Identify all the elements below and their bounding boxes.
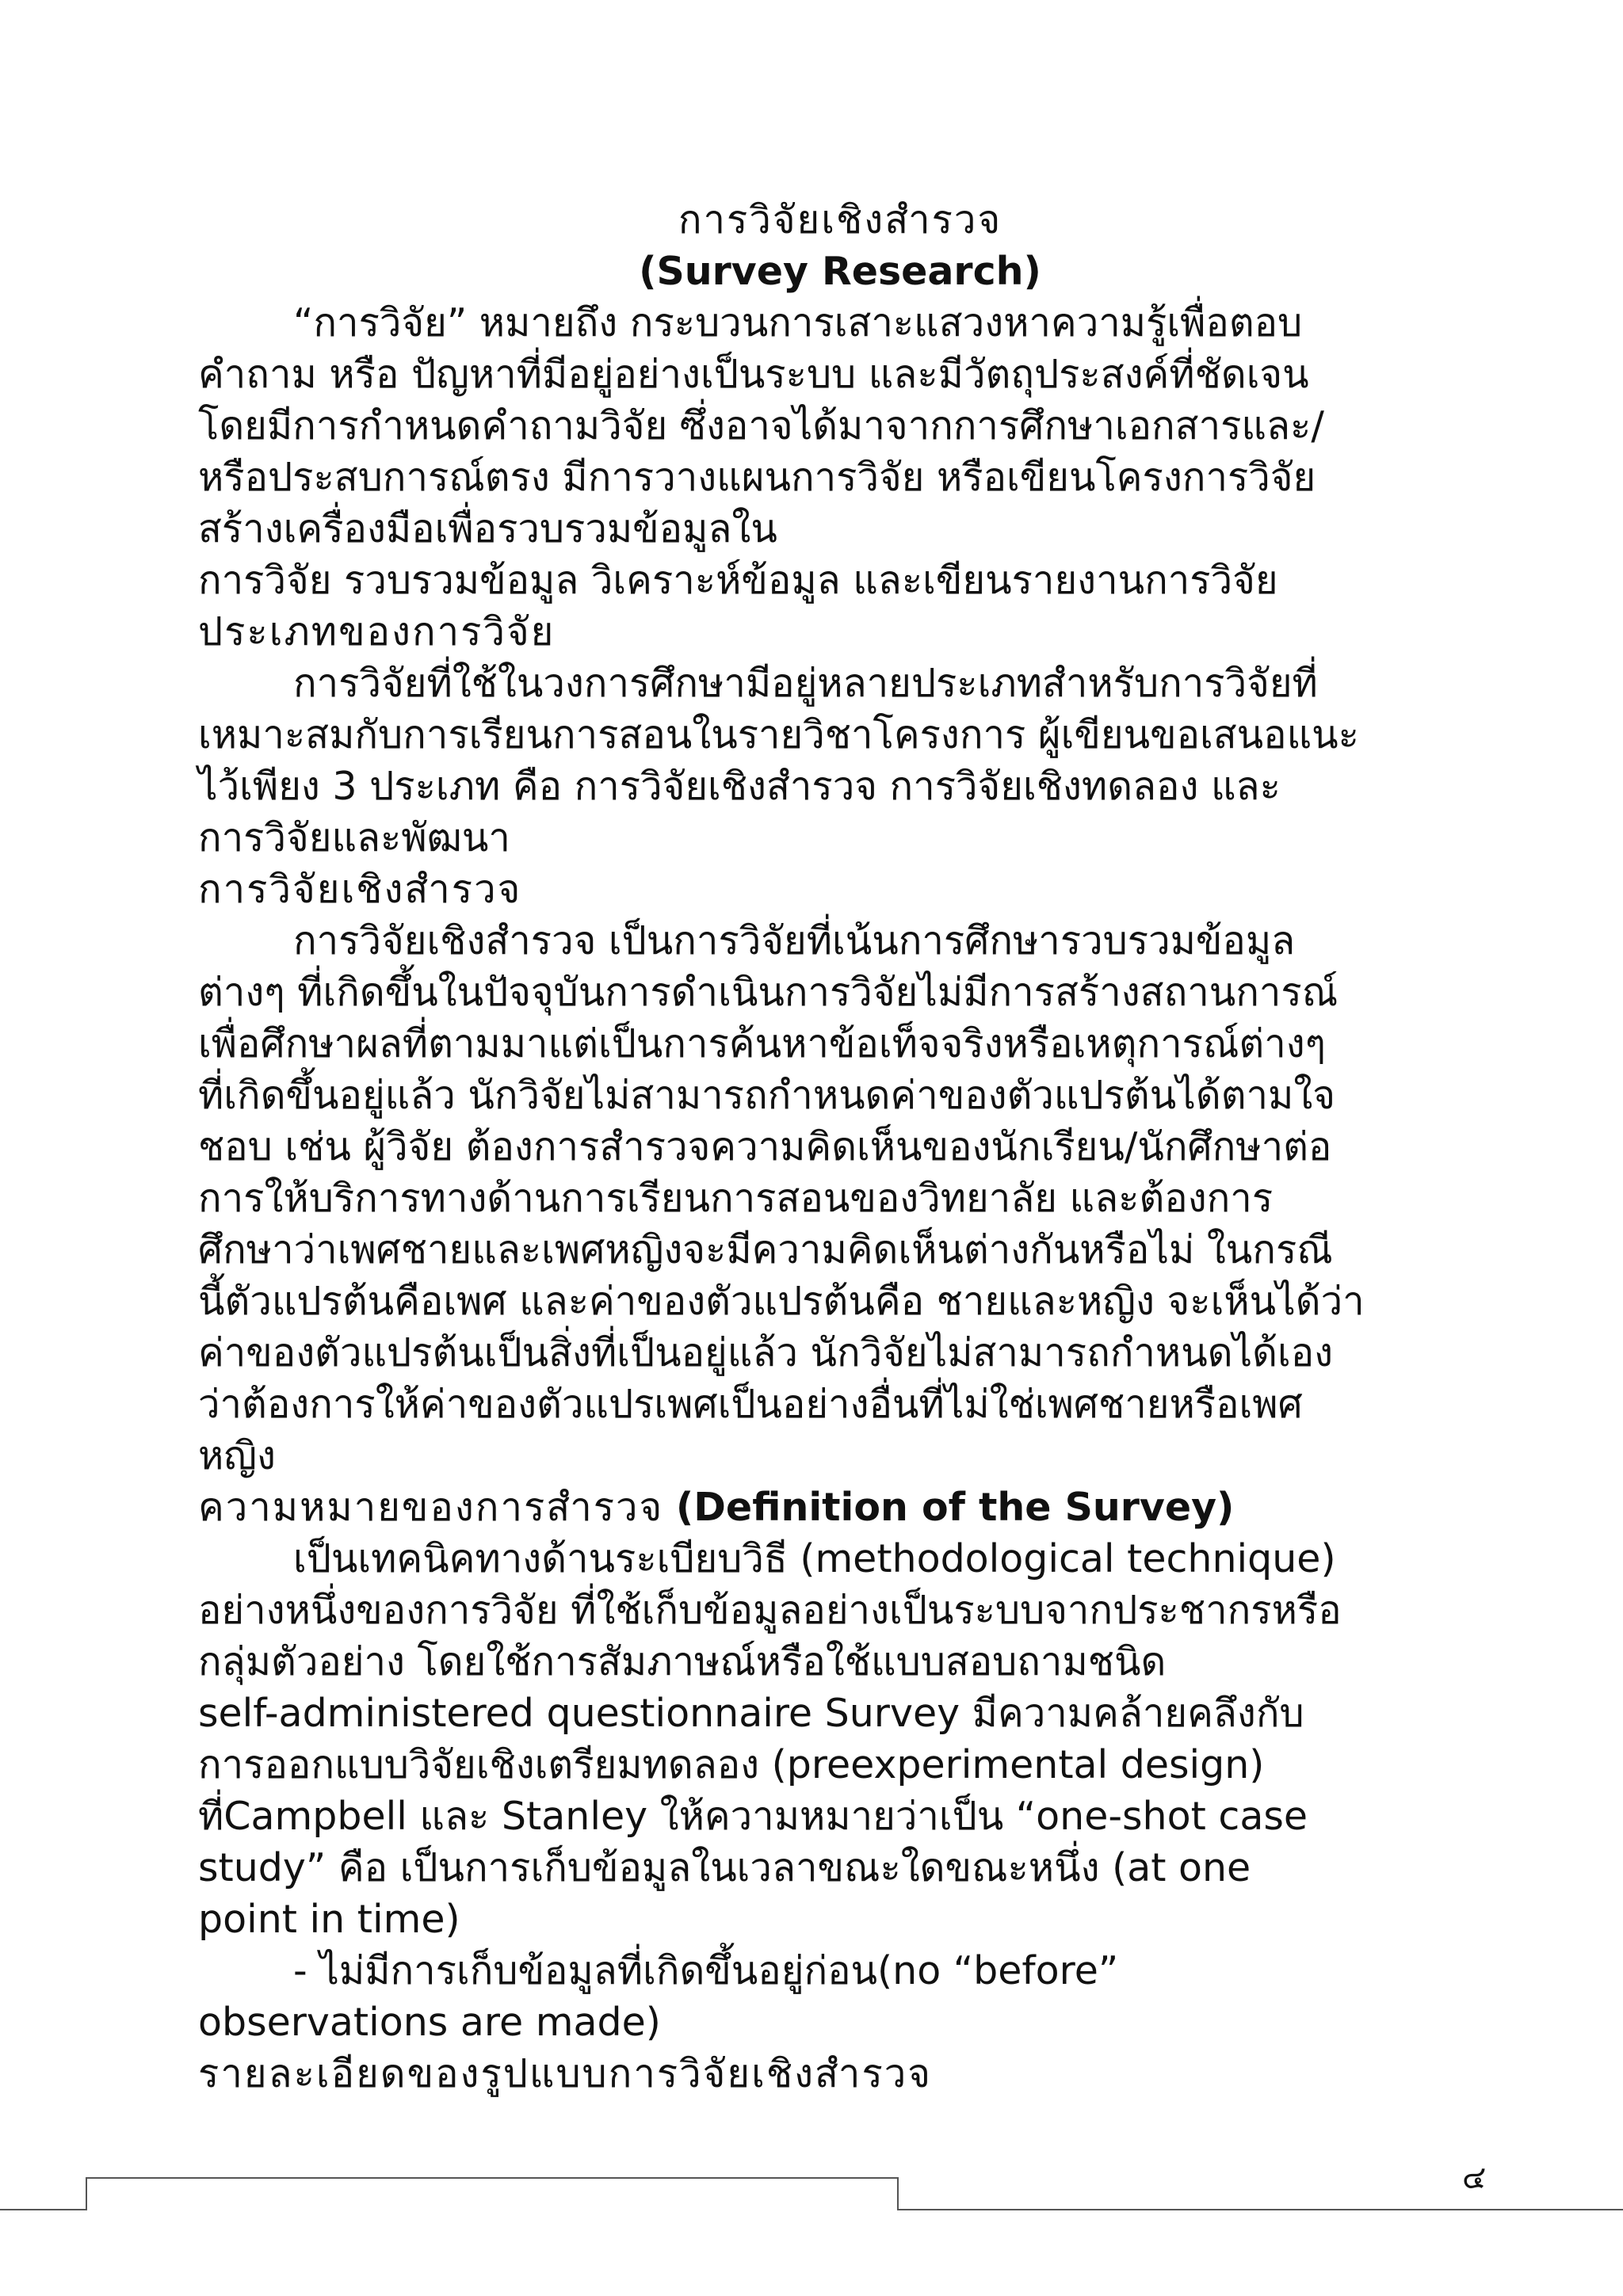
section-heading: ประเภทของการวิจัย — [198, 609, 556, 654]
paragraph-line: การออกแบบวิจัยเชิงเตรียมทดลอง (preexperimental design) — [198, 1742, 1265, 1787]
title-english: (Survey Research) — [639, 249, 1041, 294]
paragraph-line: ที่เกิดขึ้นอยู่แล้ว นักวิจัยไม่สามารถกำหนดค่าของตัวแปรต้นได้ตามใจ — [198, 1073, 1335, 1118]
paragraph-line: การวิจัยและพัฒนา — [198, 815, 510, 860]
paragraph-line: ต่างๆ ที่เกิดขึ้นในปัจจุบันการดำเนินการวิจัยไม่มีการสร้างสถานการณ์ — [198, 970, 1338, 1015]
paragraph-line: กลุ่มตัวอย่าง โดยใช้การสัมภาษณ์หรือใช้แบบสอบถามชนิด — [198, 1639, 1167, 1684]
paragraph-line: นี้ตัวแปรต้นคือเพศ และค่าของตัวแปรต้นคือ ชายและหญิง จะเห็นได้ว่า — [198, 1279, 1365, 1324]
bullet-line: - ไม่มีการเก็บข้อมูลที่เกิดขึ้นอยู่ก่อน(no “before” — [293, 1948, 1119, 1993]
section-heading: การวิจัยเชิงสำรวจ — [198, 867, 522, 912]
paragraph-line: point in time) — [198, 1897, 460, 1942]
section-heading: รายละเอียดของรูปแบบการวิจัยเชิงสำรวจ — [198, 2051, 932, 2096]
section-heading-thai: ความหมายของการสำรวจ — [198, 1485, 664, 1530]
paragraph-line: โดยมีการกำหนดคำถามวิจัย ซึ่งอาจได้มาจากการศึกษาเอกสารและ/ — [198, 403, 1324, 448]
paragraph-line: หญิง — [198, 1433, 276, 1478]
title-thai: การวิจัยเชิงสำรวจ — [678, 197, 1002, 242]
paragraph-line: ที่Campbell และ Stanley ให้ความหมายว่าเป็น “one-shot case — [198, 1794, 1308, 1839]
paragraph-line: self-administered questionnaire Survey มีความคล้ายคลึงกับ — [198, 1691, 1304, 1736]
paragraph-line: หรือประสบการณ์ตรง มีการวางแผนการวิจัย หรือเขียนโครงการวิจัย — [198, 455, 1316, 500]
paragraph-line: study” คือ เป็นการเก็บข้อมูลในเวลาขณะใดขณะหนึ่ง (at one — [198, 1845, 1251, 1890]
page-number: ๔ — [1462, 2160, 1487, 2196]
paragraph-line: เป็นเทคนิคทางด้านระเบียบวิธี (methodological technique) — [293, 1536, 1336, 1581]
paragraph-line: ไว้เพียง 3 ประเภท คือ การวิจัยเชิงสำรวจ การวิจัยเชิงทดลอง และ — [198, 764, 1281, 809]
paragraph-line: อย่างหนึ่งของการวิจัย ที่ใช้เก็บข้อมูลอย่างเป็นระบบจากประชากรหรือ — [198, 1588, 1342, 1633]
paragraph-line: สร้างเครื่องมือเพื่อรวบรวมข้อมูลใน — [198, 506, 777, 551]
paragraph-line: การวิจัยที่ใช้ในวงการศึกษามีอยู่หลายประเภทสำหรับการวิจัยที่ — [293, 661, 1318, 706]
paragraph-line: ว่าต้องการให้ค่าของตัวแปรเพศเป็นอย่างอื่นที่ไม่ใช่เพศชายหรือเพศ — [198, 1382, 1303, 1427]
paragraph-line: คำถาม หรือ ปัญหาที่มีอยู่อย่างเป็นระบบ และมีวัตถุประสงค์ที่ชัดเจน — [198, 352, 1309, 397]
paragraph-line: ชอบ เช่น ผู้วิจัย ต้องการสำรวจความคิดเห็นของนักเรียน/นักศึกษาต่อ — [198, 1124, 1332, 1169]
paragraph-line: observations are made) — [198, 2000, 661, 2045]
document-body — [198, 194, 1434, 2100]
paragraph-line: เพื่อศึกษาผลที่ตามมาแต่เป็นการค้นหาข้อเท็จจริงหรือเหตุการณ์ต่างๆ — [198, 1021, 1326, 1066]
paragraph-line: การวิจัย รวบรวมข้อมูล วิเคราะห์ข้อมูล และเขียนรายงานการวิจัย — [198, 558, 1278, 603]
footer-tab-frame — [86, 2177, 899, 2210]
section-heading-english: (Definition of the Survey) — [675, 1485, 1235, 1530]
paragraph-line: เหมาะสมกับการเรียนการสอนในรายวิชาโครงการ ผู้เขียนขอเสนอแนะ — [198, 712, 1359, 757]
paragraph-line: “การวิจัย” หมายถึง กระบวนการเสาะแสวงหาความรู้เพื่อตอบ — [293, 300, 1303, 345]
section-heading-definition — [198, 1482, 1434, 1533]
paragraph-line: การให้บริการทางด้านการเรียนการสอนของวิทยาลัย และต้องการ — [198, 1176, 1274, 1221]
footer-rule-right — [897, 2209, 1623, 2210]
paragraph-line: ค่าของตัวแปรต้นเป็นสิ่งที่เป็นอยู่แล้ว นักวิจัยไม่สามารถกำหนดได้เอง — [198, 1330, 1334, 1375]
footer-rule-left — [0, 2209, 86, 2210]
paragraph-line: ศึกษาว่าเพศชายและเพศหญิงจะมีความคิดเห็นต่างกันหรือไม่ ในกรณี — [198, 1227, 1333, 1272]
paragraph-line: การวิจัยเชิงสำรวจ เป็นการวิจัยที่เน้นการศึกษารวบรวมข้อมูล — [293, 918, 1296, 963]
